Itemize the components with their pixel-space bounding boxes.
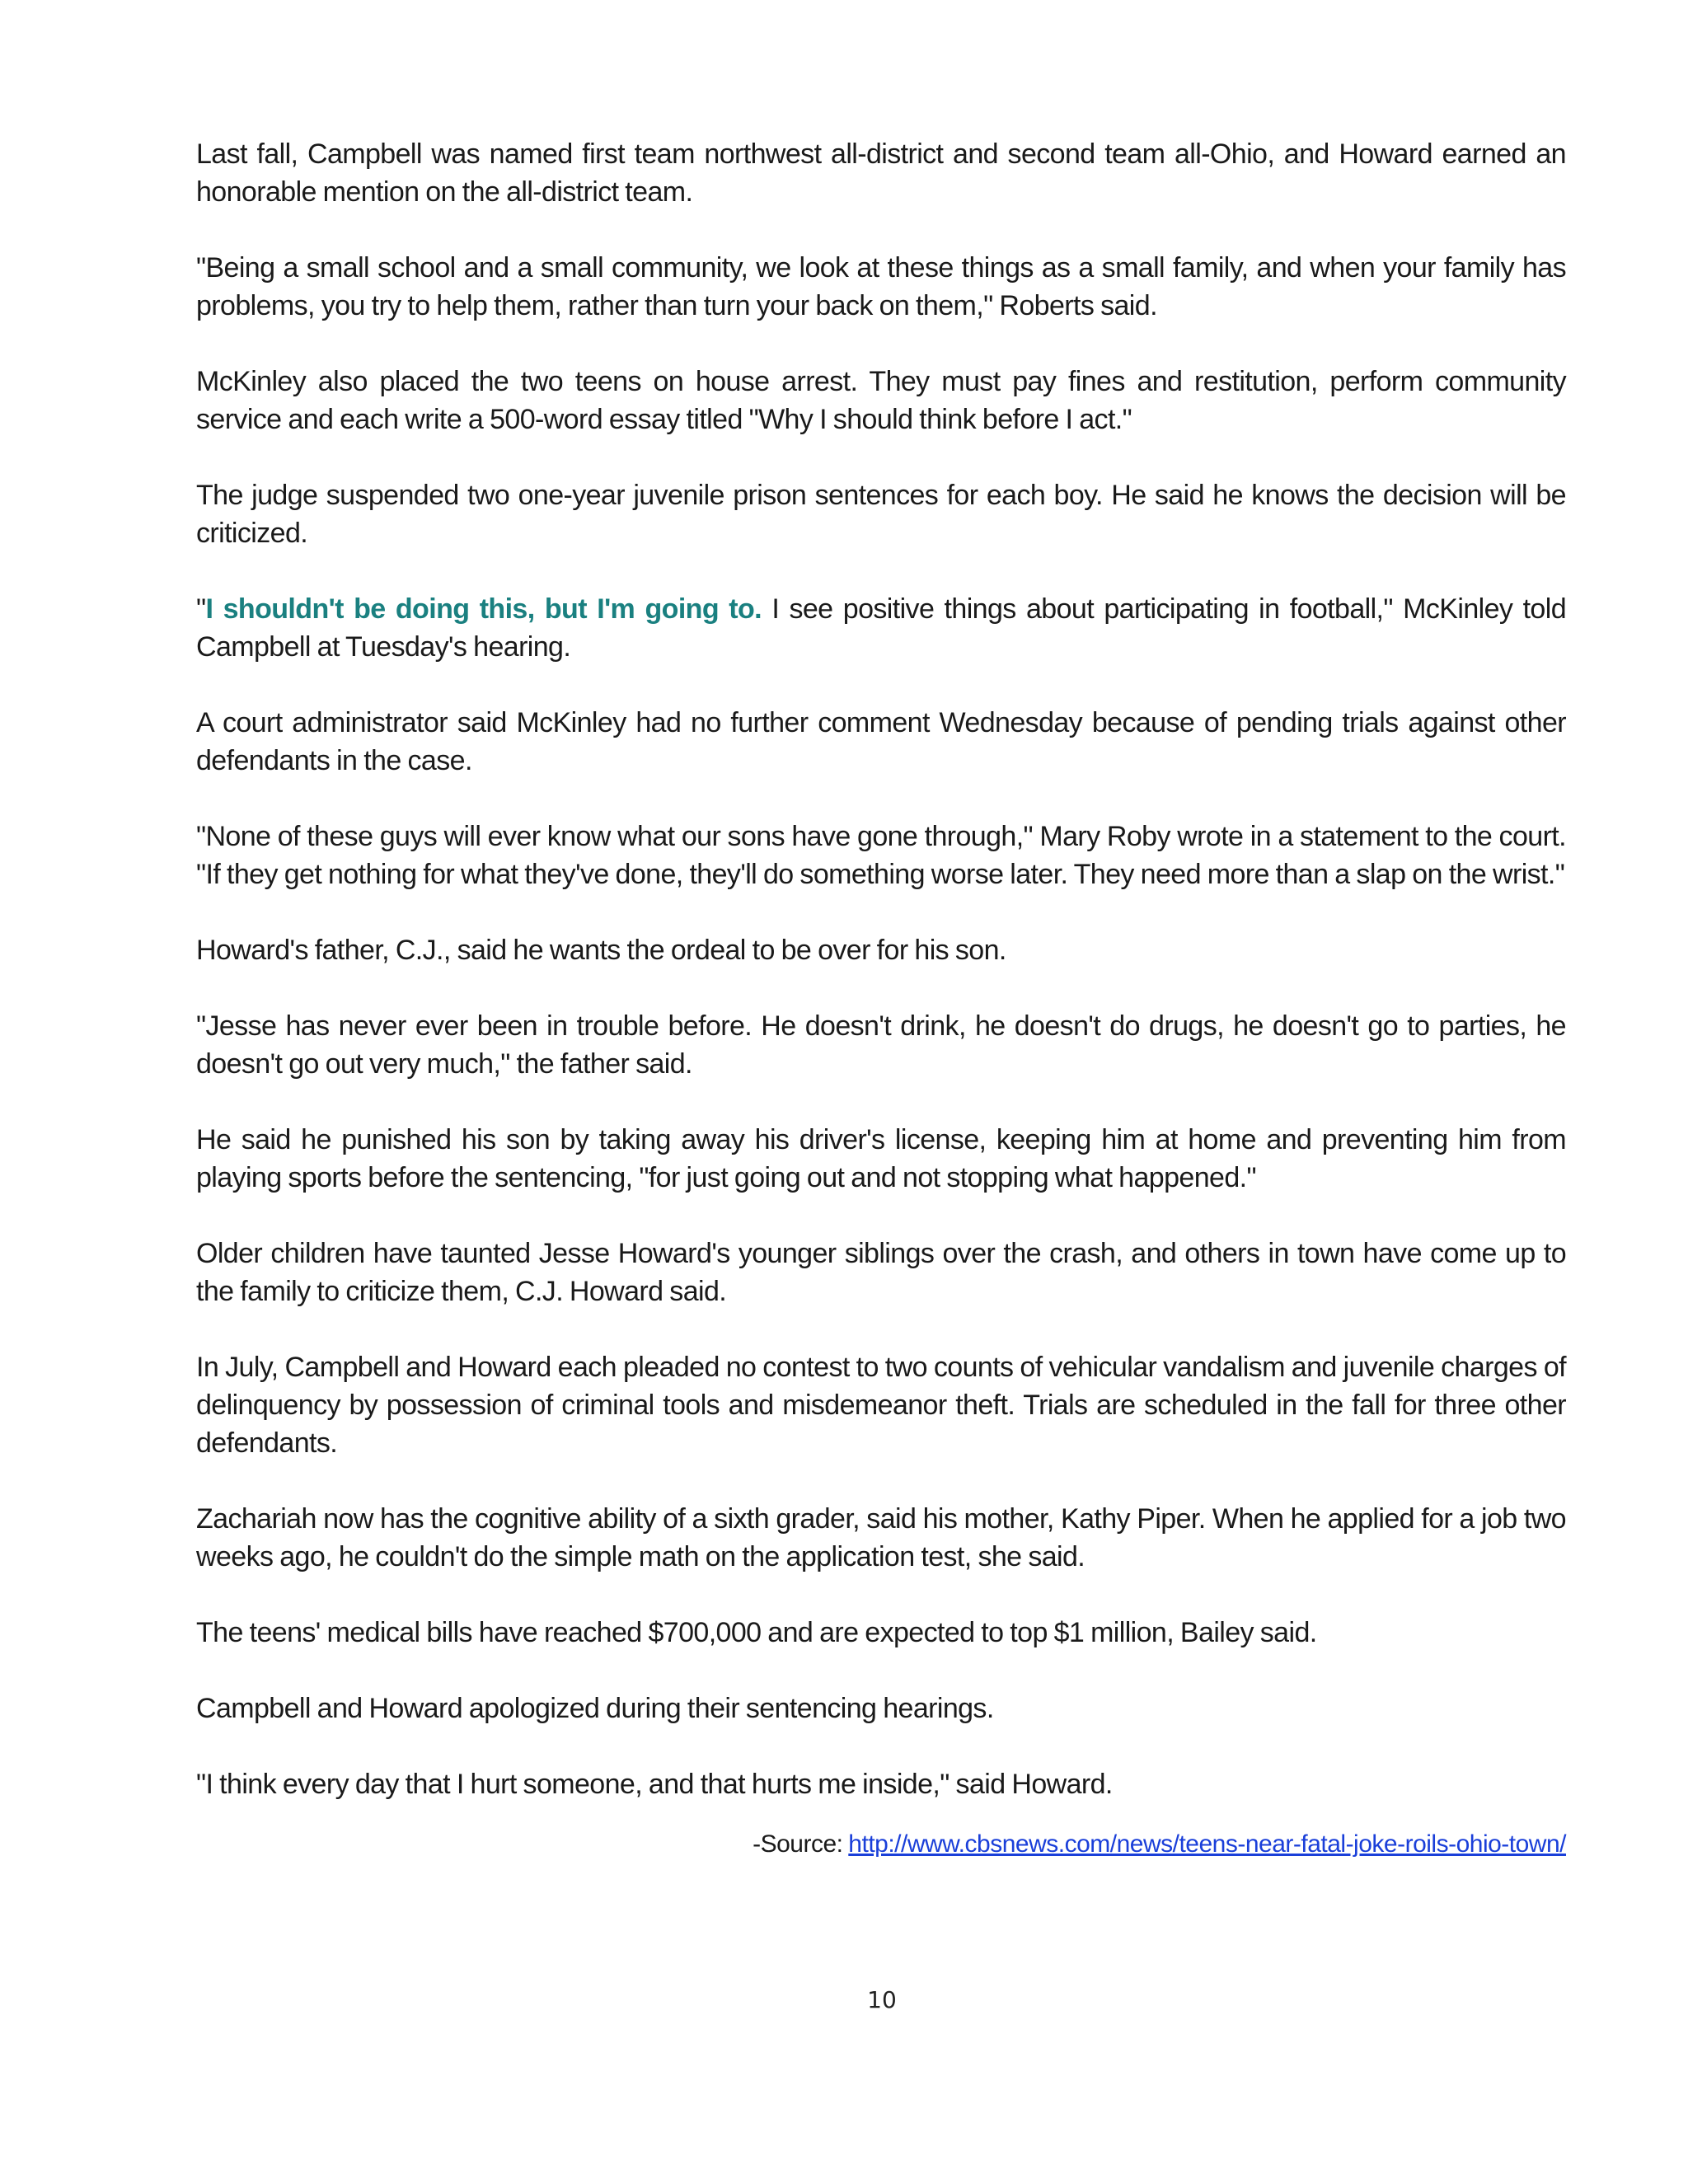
highlighted-quote: I shouldn't be doing this, but I'm going to. bbox=[205, 593, 762, 625]
paragraph-8: Howard's father, C.J., said he wants the ordeal to be over for his son. bbox=[196, 935, 1006, 966]
paragraph-5-highlighted-quote bbox=[196, 590, 1566, 666]
source-label: -Source: bbox=[753, 1830, 849, 1858]
paragraph-14: The teens' medical bills have reached $700,000 and are expected to top $1 million, Bailey said. bbox=[196, 1617, 1317, 1648]
open-quote: " bbox=[196, 593, 206, 625]
paragraph-3: McKinley also placed the two teens on house arrest. They must pay fines and restitution, perform community service and each write a 500-word essay titled "Why I should think before I act." bbox=[196, 366, 1566, 435]
paragraph-15: Campbell and Howard apologized during their sentencing hearings. bbox=[196, 1693, 994, 1724]
paragraph-12: In July, Campbell and Howard each pleaded no contest to two counts of vehicular vandalism and juvenile charges of delinquency by possession of criminal tools and misdemeanor theft. Trials are scheduled in the fall for three other defendants. bbox=[196, 1352, 1566, 1459]
paragraph-10: He said he punished his son by taking away his driver's license, keeping him at home and preventing him from playing sports before the sentencing, "for just going out and not stopping what happened." bbox=[196, 1124, 1566, 1193]
document-body bbox=[196, 135, 1566, 1861]
quote-rest: I see positive things about participating in football," McKinley told Campbell at Tuesday's hearing. bbox=[196, 593, 1567, 663]
paragraph-11: Older children have taunted Jesse Howard's younger siblings over the crash, and others in town have come up to the family to criticize them, C.J. Howard said. bbox=[196, 1238, 1566, 1307]
source-link[interactable]: http://www.cbsnews.com/news/teens-near-fatal-joke-roils-ohio-town/ bbox=[848, 1830, 1566, 1858]
source-citation bbox=[196, 1828, 1566, 1861]
paragraph-4: The judge suspended two one-year juvenile prison sentences for each boy. He said he knows the decision will be criticized. bbox=[196, 480, 1566, 549]
paragraph-6: A court administrator said McKinley had no further comment Wednesday because of pending trials against other defendants in the case. bbox=[196, 707, 1566, 776]
paragraph-13: Zachariah now has the cognitive ability of a sixth grader, said his mother, Kathy Piper. When he applied for a job two weeks ago, he couldn't do the simple math on the application test, she said. bbox=[196, 1503, 1566, 1572]
paragraph-16: "I think every day that I hurt someone, and that hurts me inside," said Howard. bbox=[196, 1769, 1113, 1800]
paragraph-9: "Jesse has never ever been in trouble before. He doesn't drink, he doesn't do drugs, he doesn't go to parties, he doesn't go out very much," the father said. bbox=[196, 1010, 1566, 1080]
paragraph-1: Last fall, Campbell was named first team northwest all-district and second team all-Ohio, and Howard earned an honorable mention on the all-district team. bbox=[196, 138, 1566, 208]
page-number: 10 bbox=[867, 1986, 897, 2013]
paragraph-2: "Being a small school and a small community, we look at these things as a small family, and when your family has problems, you try to help them, rather than turn your back on them," Roberts said. bbox=[196, 252, 1566, 321]
paragraph-7: "None of these guys will ever know what our sons have gone through," Mary Roby wrote in a statement to the court. "If they get nothing for what they've done, they'll do something worse later. They need more than a slap on the wrist." bbox=[196, 821, 1566, 890]
